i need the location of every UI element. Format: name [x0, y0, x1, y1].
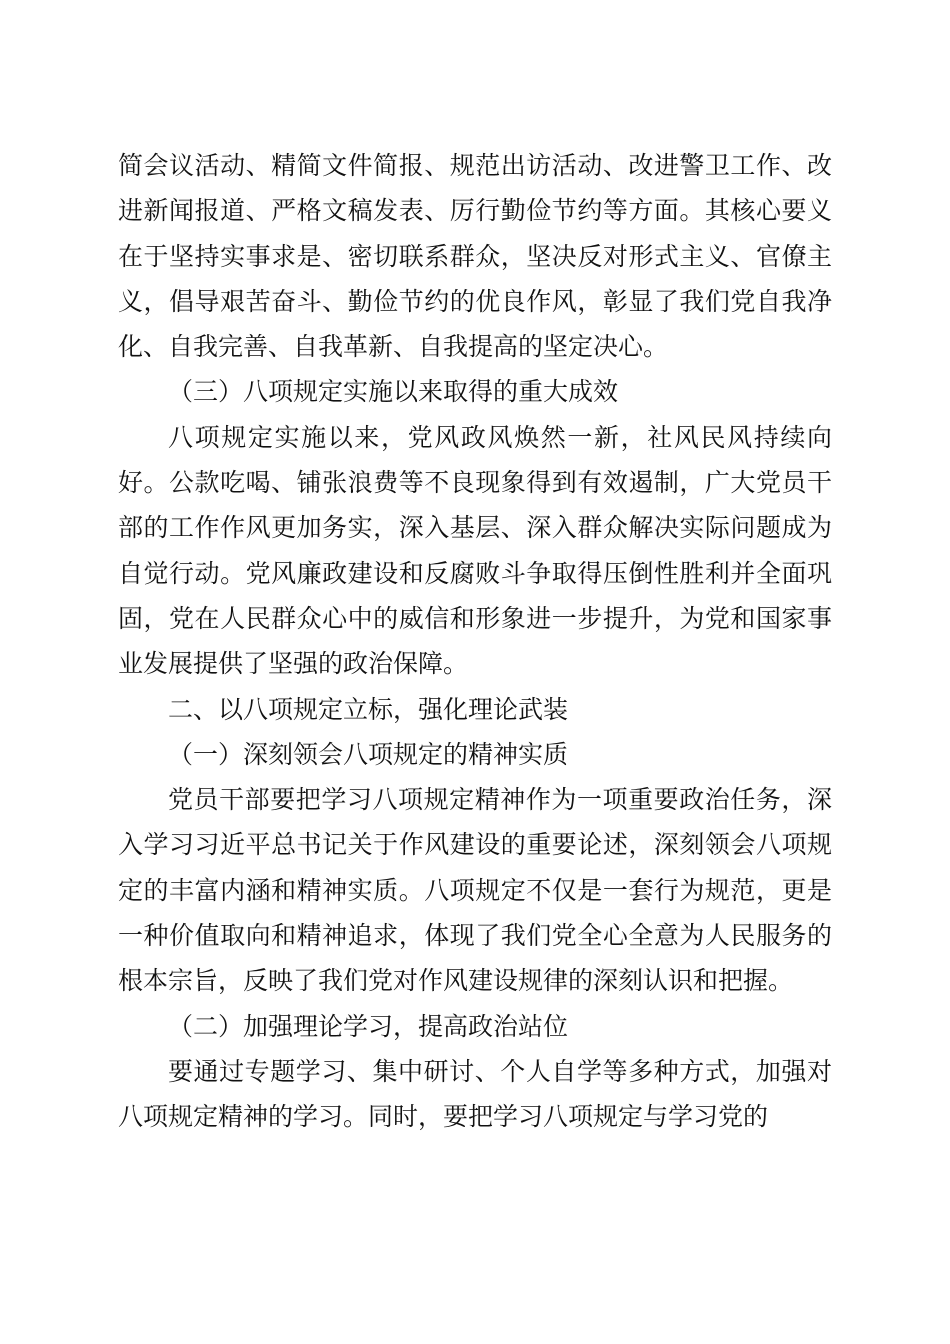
section-heading-study: （二）加强理论学习，提高政治站位 [168, 1011, 569, 1041]
paragraph-spirit: 党员干部要把学习八项规定精神作为一项重要政治任务，深入学习习近平总书记关于作风建设的重要论述，深刻领会八项规定的丰富内涵和精神实质。八项规定不仅是一套行为规范，更是一种价值取向和精神追求，体现了我们党全心全意为人民服务的根本宗旨，反映了我们党对作风建设规律的深刻认识和把握。 [118, 785, 832, 996]
section-heading-spirit: （一）深刻领会八项规定的精神实质 [168, 739, 569, 769]
paragraph-study: 要通过专题学习、集中研讨、个人自学等多种方式，加强对八项规定精神的学习。同时，要把学习八项规定与学习党的 [118, 1056, 832, 1132]
paragraph-achievements: 八项规定实施以来，党风政风焕然一新，社风民风持续向好。公款吃喝、铺张浪费等不良现象得到有效遏制，广大党员干部的工作作风更加务实，深入基层、深入群众解决实际问题成为自觉行动。党风廉政建设和反腐败斗争取得压倒性胜利并全面巩固，党在人民群众心中的威信和形象进一步提升，为党和国家事业发展提供了坚强的政治保障。 [118, 422, 832, 679]
chapter-heading-theory: 二、以八项规定立标，强化理论武装 [168, 694, 569, 724]
section-heading-achievements: （三）八项规定实施以来取得的重大成效 [168, 377, 619, 407]
document-page [118, 143, 832, 1140]
paragraph-continued: 简会议活动、精简文件简报、规范出访活动、改进警卫工作、改进新闻报道、严格文稿发表、厉行勤俭节约等方面。其核心要义在于坚持实事求是、密切联系群众，坚决反对形式主义、官僚主义，倡导艰苦奋斗、勤俭节约的优良作风，彰显了我们党自我净化、自我完善、自我革新、自我提高的坚定决心。 [118, 151, 832, 362]
